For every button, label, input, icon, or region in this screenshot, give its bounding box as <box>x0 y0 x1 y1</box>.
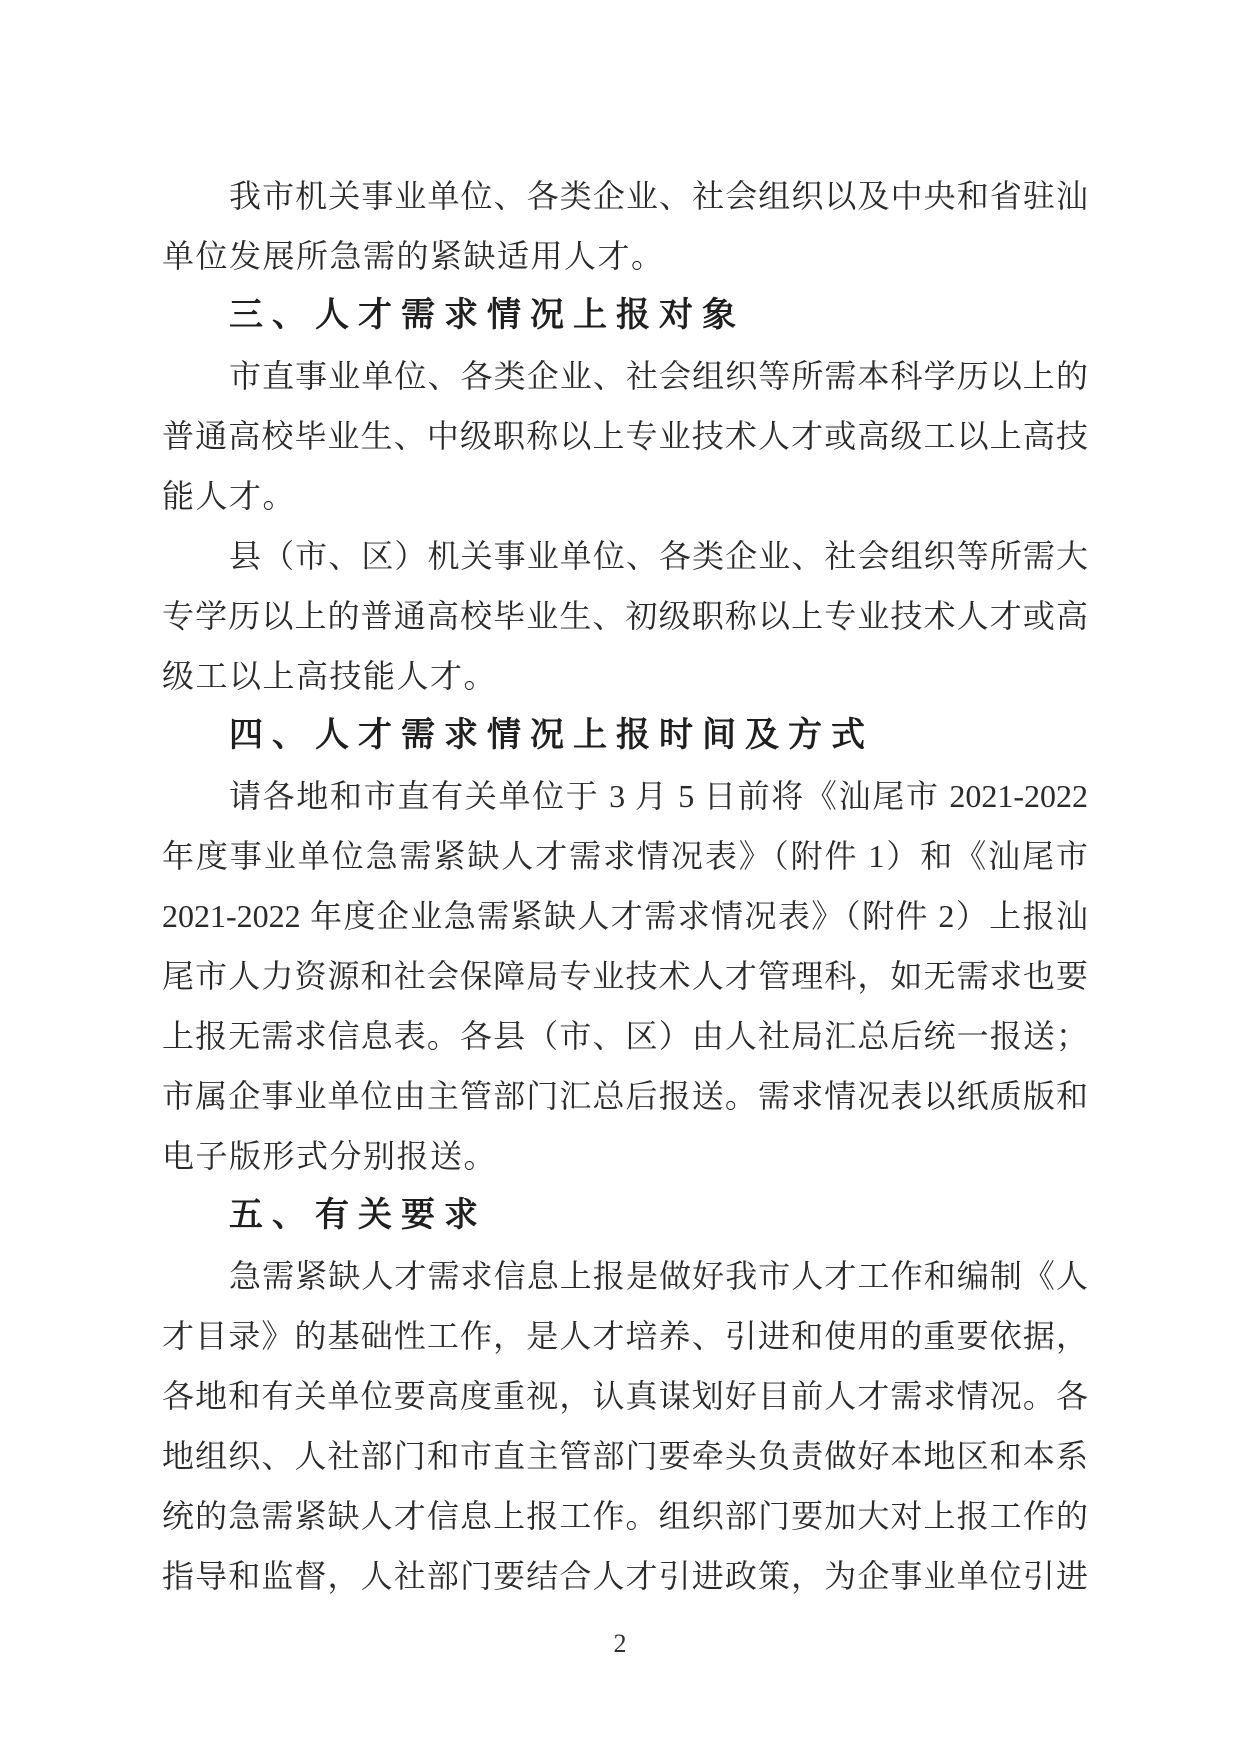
text-line: 我市机关事业单位、各类企业、社会组织以及中央和省驻汕 <box>229 178 1088 214</box>
text-line: 地组织、人社部门和市直主管部门要牵头负责做好本地区和本系 <box>162 1438 1088 1474</box>
text-line: 才目录》的基础性工作，是人才培养、引进和使用的重要依据， <box>162 1318 1088 1354</box>
text-line: 急需紧缺人才需求信息上报是做好我市人才工作和编制《人 <box>229 1258 1088 1294</box>
section-heading-three: 三、人才需求情况上报对象 <box>229 297 745 334</box>
text-line: 级工以上高技能人才。 <box>162 658 498 694</box>
section-heading-five: 五、有关要求 <box>229 1197 487 1234</box>
section-heading-four: 四、人才需求情况上报时间及方式 <box>229 717 874 754</box>
text-line: 请各地和市直有关单位于 3 月 5 日前将《汕尾市 2021-2022 <box>229 778 1088 814</box>
text-line: 指导和监督，人社部门要结合人才引进政策，为企事业单位引进 <box>162 1558 1088 1594</box>
text-line: 电子版形式分别报送。 <box>162 1138 498 1174</box>
text-line: 市直事业单位、各类企业、社会组织等所需本科学历以上的 <box>229 358 1088 394</box>
text-line: 市属企事业单位由主管部门汇总后报送。需求情况表以纸质版和 <box>162 1078 1088 1114</box>
text-line: 县（市、区）机关事业单位、各类企业、社会组织等所需大 <box>229 538 1088 574</box>
text-line: 年度事业单位急需紧缺人才需求情况表》（附件 1）和《汕尾市 <box>162 838 1088 874</box>
text-line: 2021-2022 年度企业急需紧缺人才需求情况表》（附件 2）上报汕 <box>162 898 1088 934</box>
text-line: 各地和有关单位要高度重视，认真谋划好目前人才需求情况。各 <box>162 1378 1088 1414</box>
text-line: 单位发展所急需的紧缺适用人才。 <box>162 238 665 274</box>
page-number: 2 <box>613 1629 627 1658</box>
text-line: 能人才。 <box>162 478 297 514</box>
text-line: 尾市人力资源和社会保障局专业技术人才管理科，如无需求也要 <box>162 958 1088 994</box>
document-body <box>162 166 1088 1606</box>
text-line: 上报无需求信息表。各县（市、区）由人社局汇总后统一报送； <box>162 1018 1088 1054</box>
text-line: 专学历以上的普通高校毕业生、初级职称以上专业技术人才或高 <box>162 598 1088 634</box>
text-line: 普通高校毕业生、中级职称以上专业技术人才或高级工以上高技 <box>162 418 1088 454</box>
text-line: 统的急需紧缺人才信息上报工作。组织部门要加大对上报工作的 <box>162 1498 1088 1534</box>
